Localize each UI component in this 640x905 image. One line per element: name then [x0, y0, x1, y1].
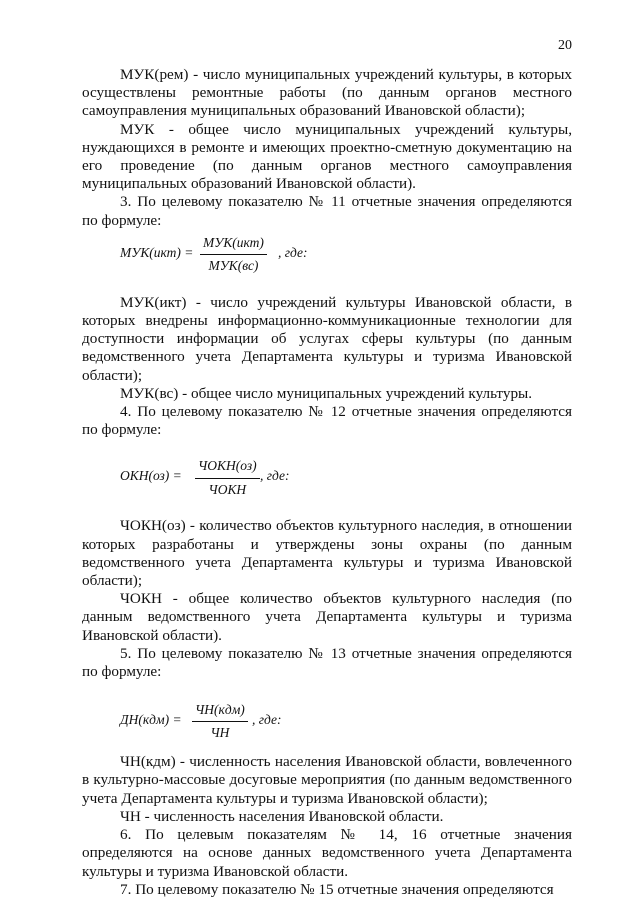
formula-fraction — [200, 234, 267, 275]
formula-tail: , где: — [278, 244, 308, 260]
document-body — [82, 66, 572, 899]
formula-numerator: ЧОКН(оз) — [195, 457, 260, 478]
paragraph-chn-kdm: ЧН(кдм) - численность населения Ивановской области, вовлеченного в культурно-массовые досуговые мероприятия (по данным ведомственного учета Департамента культуры и туризма Ивановской области); — [82, 753, 572, 807]
formula-lhs: МУК(икт) = — [120, 244, 194, 260]
formula-numerator: ЧН(кдм) — [192, 701, 248, 722]
formula-numerator: МУК(икт) — [200, 234, 267, 255]
paragraph-indicator-12: 4. По целевому показателю № 12 отчетные значения определяются по формуле: — [82, 403, 572, 439]
formula-fraction — [192, 701, 248, 742]
paragraph-muk-rem: МУК(рем) - число муниципальных учреждений культуры, в которых осуществлены ремонтные работы (по данным органов местного самоуправления муниципальных образований Ивановской области); — [82, 66, 572, 120]
formula-muk-ikt — [82, 230, 572, 274]
paragraph-indicators-14-16: 6. По целевым показателям № 14, 16 отчетные значения определяются на основе данных ведомственного учета Департамента культуры и туризма Ивановской области. — [82, 826, 572, 880]
formula-tail: , где: — [260, 468, 290, 484]
formula-tail: , где: — [252, 712, 282, 728]
paragraph-muk: МУК - общее число муниципальных учреждений культуры, нуждающихся в ремонте и имеющих проектно-сметную документацию на его проведение (по данным органов местного самоуправления муниципальных образований Ивановской области). — [82, 120, 572, 193]
formula-dn-kdm — [82, 681, 572, 739]
formula-denominator: ЧОКН — [208, 481, 247, 497]
formula-lhs: ОКН(оз) = — [120, 468, 182, 484]
formula-denominator: МУК(вс) — [208, 258, 259, 274]
formula-fraction — [195, 457, 260, 498]
paragraph-chokn-oz: ЧОКН(оз) - количество объектов культурного наследия, в отношении которых разработаны и утверждены зоны охраны (по данным ведомственного учета Департамента культуры и туризма Ивановской области); — [82, 517, 572, 590]
paragraph-muk-vs: МУК(вс) - общее число муниципальных учреждений культуры. — [120, 384, 533, 402]
paragraph-chn: ЧН - численность населения Ивановской области. — [120, 807, 444, 825]
paragraph-muk-ikt: МУК(икт) - число учреждений культуры Ивановской области, в которых внедрены информационно-коммуникационные технологии для доступности информации об услугах сферы культуры (по данным ведомственного учета Департамента культуры и туризма Ивановской области); — [82, 293, 572, 384]
formula-okn-oz — [82, 439, 572, 497]
formula-lhs: ДН(кдм) = — [120, 712, 182, 728]
paragraph-chokn: ЧОКН - общее количество объектов культурного наследия (по данным ведомственного учета Департамента культуры и туризма Ивановской области). — [82, 590, 572, 644]
paragraph-indicator-15: 7. По целевому показателю № 15 отчетные значения определяются — [120, 880, 554, 898]
paragraph-indicator-13: 5. По целевому показателю № 13 отчетные значения определяются по формуле: — [82, 644, 572, 681]
formula-denominator: ЧН — [210, 725, 230, 741]
page-number: 20 — [558, 38, 572, 53]
paragraph-indicator-11: 3. По целевому показателю № 11 отчетные значения определяются по формуле: — [82, 193, 572, 229]
